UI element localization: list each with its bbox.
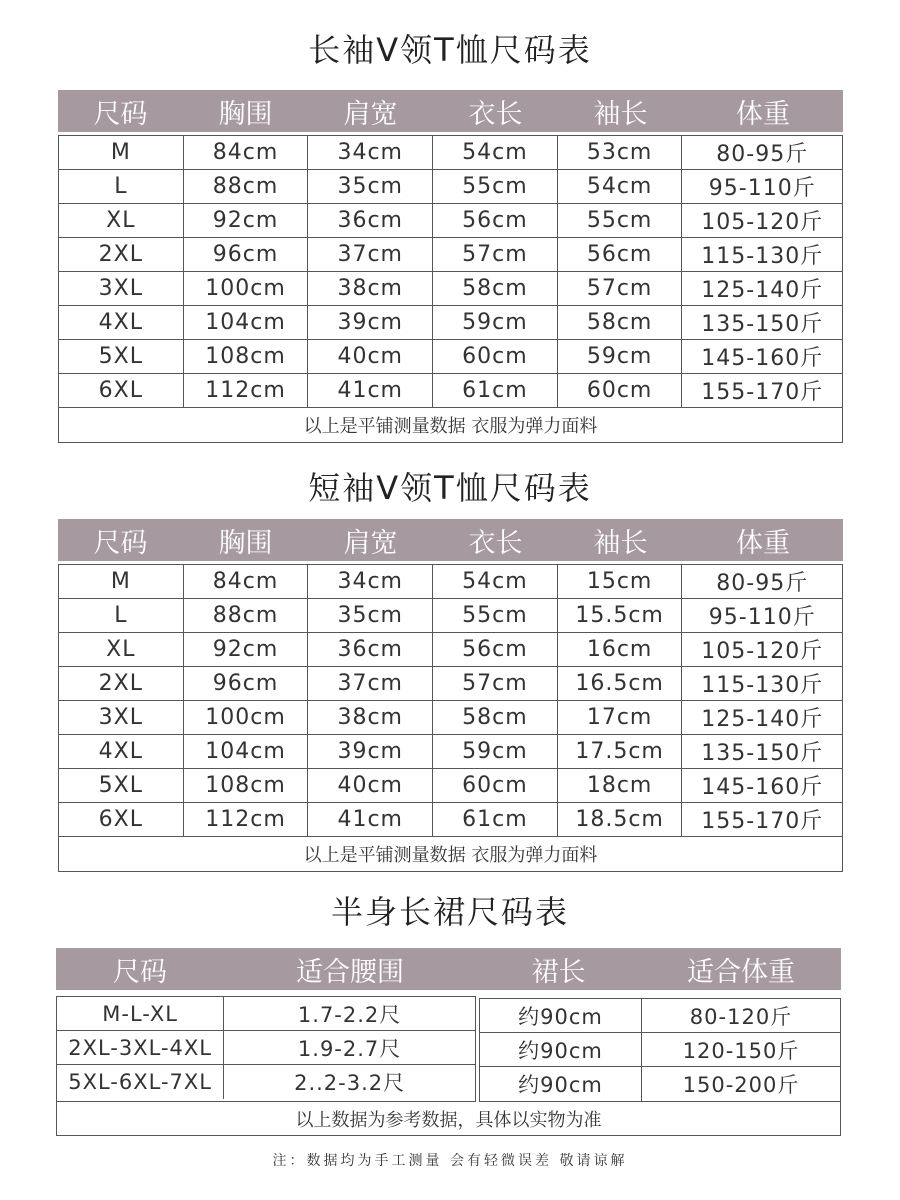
cell: 56cm: [433, 633, 558, 666]
cell: 35cm: [308, 599, 433, 632]
table-row: [59, 170, 842, 204]
header-length: 衣长: [468, 527, 523, 559]
table-note: 以上是平铺测量数据 衣服为弹力面料: [303, 845, 598, 866]
cell: 58cm: [558, 306, 683, 339]
cell: 38cm: [308, 701, 433, 734]
table-row: [59, 565, 842, 599]
cell: M: [59, 136, 184, 169]
cell: 55cm: [433, 170, 558, 203]
cell: 38cm: [308, 272, 433, 305]
cell: 100cm: [184, 272, 309, 305]
cell: 80-95斤: [716, 571, 809, 596]
header-sleeve: 袖长: [593, 98, 648, 130]
skirt-header: [56, 948, 841, 990]
cell: 59cm: [433, 735, 558, 768]
cell: 55cm: [433, 599, 558, 632]
header-size: 尺码: [93, 527, 148, 559]
header-weight: 体重: [736, 527, 790, 559]
cell: 95-110斤: [708, 176, 816, 201]
cell: 17cm: [558, 701, 683, 734]
table-row: [59, 374, 842, 408]
cell: 96cm: [184, 238, 309, 271]
cell: 2XL: [59, 238, 184, 271]
cell: 60cm: [433, 340, 558, 373]
cell: 135-150斤: [701, 312, 824, 337]
cell: 2XL: [59, 667, 184, 700]
cell: 18.5cm: [558, 803, 683, 836]
cell: 155-170斤: [701, 380, 824, 405]
cell: 59cm: [433, 306, 558, 339]
cell: 125-140斤: [701, 278, 824, 303]
cell: 112cm: [184, 803, 309, 836]
table-note: 以上是平铺测量数据 衣服为弹力面料: [303, 416, 598, 437]
skirt-right-block: [479, 998, 841, 1102]
cell: XL: [59, 204, 184, 237]
cell: 95-110斤: [708, 605, 816, 630]
short-sleeve-title: 短袖V领T恤尺码表: [308, 469, 592, 507]
cell: 80-120斤: [689, 1004, 793, 1029]
table-row: [480, 1033, 840, 1067]
cell: 155-170斤: [701, 809, 824, 834]
cell: 145-160斤: [701, 775, 824, 800]
skirt-body: [56, 996, 841, 1136]
table-row: [59, 735, 842, 769]
cell: 约90cm: [480, 999, 642, 1032]
table-row: [480, 1067, 840, 1101]
cell: 41cm: [308, 803, 433, 836]
cell: 58cm: [433, 701, 558, 734]
cell: M: [59, 565, 184, 598]
cell: L: [59, 599, 184, 632]
long-sleeve-table: [58, 90, 843, 443]
cell: 88cm: [184, 170, 309, 203]
cell: 88cm: [184, 599, 309, 632]
cell: 1.9-2.7尺: [297, 1036, 402, 1061]
cell: 112cm: [184, 374, 309, 407]
table-row: [59, 272, 842, 306]
cell: 57cm: [433, 667, 558, 700]
cell: 61cm: [433, 803, 558, 836]
cell: 80-95斤: [716, 142, 809, 167]
header-size: 尺码: [113, 956, 167, 988]
table-row: [59, 667, 842, 701]
cell: 54cm: [433, 136, 558, 169]
cell: 55cm: [558, 204, 683, 237]
header-size: 尺码: [93, 98, 148, 130]
cell: 54cm: [558, 170, 683, 203]
cell: 34cm: [308, 565, 433, 598]
skirt-title: 半身长裙尺码表: [330, 893, 569, 931]
table-row: [59, 136, 842, 170]
cell: 104cm: [184, 735, 309, 768]
cell: 105-120斤: [701, 210, 824, 235]
long-sleeve-title: 长袖V领T恤尺码表: [308, 31, 592, 69]
cell: 35cm: [308, 170, 433, 203]
short-sleeve-body: [58, 564, 843, 872]
cell: 39cm: [308, 735, 433, 768]
cell: 5XL: [59, 340, 184, 373]
table-row: [59, 599, 842, 633]
cell: 3XL: [59, 272, 184, 305]
cell: L: [59, 170, 184, 203]
header-sleeve: 袖长: [593, 527, 648, 559]
short-sleeve-header: [58, 519, 843, 561]
cell: 4XL: [59, 306, 184, 339]
cell: 36cm: [308, 204, 433, 237]
cell: 115-130斤: [701, 244, 824, 269]
cell: 105-120斤: [701, 639, 824, 664]
header-length: 衣长: [468, 98, 523, 130]
cell: 40cm: [308, 769, 433, 802]
cell: 37cm: [308, 667, 433, 700]
cell: 108cm: [184, 340, 309, 373]
cell: 37cm: [308, 238, 433, 271]
cell: 125-140斤: [701, 707, 824, 732]
table-row: [59, 803, 842, 837]
cell: 115-130斤: [701, 673, 824, 698]
table-row: [57, 997, 475, 1031]
cell: 84cm: [184, 136, 309, 169]
cell: XL: [59, 633, 184, 666]
cell: 15.5cm: [558, 599, 683, 632]
header-chest: 胸围: [218, 527, 273, 559]
cell: 17.5cm: [558, 735, 683, 768]
header-skirt-length: 裙长: [531, 956, 586, 988]
cell: 92cm: [184, 633, 309, 666]
cell: 61cm: [433, 374, 558, 407]
cell: 4XL: [59, 735, 184, 768]
table-row: [59, 306, 842, 340]
cell: M-L-XL: [57, 997, 224, 1030]
table-row: [57, 1031, 475, 1065]
cell: 41cm: [308, 374, 433, 407]
cell: 145-160斤: [701, 346, 824, 371]
cell: 104cm: [184, 306, 309, 339]
cell: 约90cm: [480, 1033, 642, 1066]
table-row: [59, 633, 842, 667]
table-row: [59, 204, 842, 238]
cell: 3XL: [59, 701, 184, 734]
cell: 6XL: [59, 374, 184, 407]
header-weight: 适合体重: [687, 956, 795, 988]
cell: 56cm: [558, 238, 683, 271]
cell: 34cm: [308, 136, 433, 169]
cell: 56cm: [433, 204, 558, 237]
header-shoulder: 肩宽: [343, 527, 398, 559]
cell: 60cm: [558, 374, 683, 407]
header-chest: 胸围: [218, 98, 273, 130]
cell: 约90cm: [480, 1067, 642, 1101]
cell: 2XL-3XL-4XL: [57, 1031, 224, 1064]
header-shoulder: 肩宽: [343, 98, 398, 130]
cell: 2..2-3.2尺: [294, 1071, 406, 1095]
header-weight: 体重: [736, 98, 790, 130]
cell: 57cm: [558, 272, 683, 305]
table-row: [59, 769, 842, 803]
cell: 5XL: [59, 769, 184, 802]
cell: 40cm: [308, 340, 433, 373]
cell: 36cm: [308, 633, 433, 666]
short-sleeve-table: [58, 519, 843, 872]
cell: 60cm: [433, 769, 558, 802]
skirt-table: [56, 948, 841, 1136]
long-sleeve-body: [58, 135, 843, 443]
long-sleeve-header: [58, 90, 843, 132]
cell: 54cm: [433, 565, 558, 598]
cell: 96cm: [184, 667, 309, 700]
cell: 57cm: [433, 238, 558, 271]
header-waist: 适合腰围: [296, 956, 404, 988]
cell: 84cm: [184, 565, 309, 598]
table-note: 以上数据为参考数据，具体以实物为准: [56, 1102, 841, 1136]
table-row: [57, 1065, 475, 1099]
cell: 5XL-6XL-7XL: [57, 1065, 224, 1099]
table-row: [59, 238, 842, 272]
cell: 120-150斤: [682, 1038, 800, 1063]
cell: 6XL: [59, 803, 184, 836]
cell: 16cm: [558, 633, 683, 666]
cell: 15cm: [558, 565, 683, 598]
table-row: [59, 340, 842, 374]
cell: 100cm: [184, 701, 309, 734]
cell: 39cm: [308, 306, 433, 339]
cell: 92cm: [184, 204, 309, 237]
cell: 18cm: [558, 769, 683, 802]
table-row: [59, 701, 842, 735]
cell: 150-200斤: [682, 1073, 800, 1097]
skirt-left-block: [56, 996, 476, 1102]
cell: 108cm: [184, 769, 309, 802]
cell: 58cm: [433, 272, 558, 305]
footer-note: 注：数据均为手工测量 会有轻微误差 敬请谅解: [272, 1153, 628, 1169]
cell: 53cm: [558, 136, 683, 169]
cell: 135-150斤: [701, 741, 824, 766]
cell: 1.7-2.2尺: [297, 1002, 402, 1027]
table-row: [480, 999, 840, 1033]
cell: 59cm: [558, 340, 683, 373]
cell: 16.5cm: [558, 667, 683, 700]
